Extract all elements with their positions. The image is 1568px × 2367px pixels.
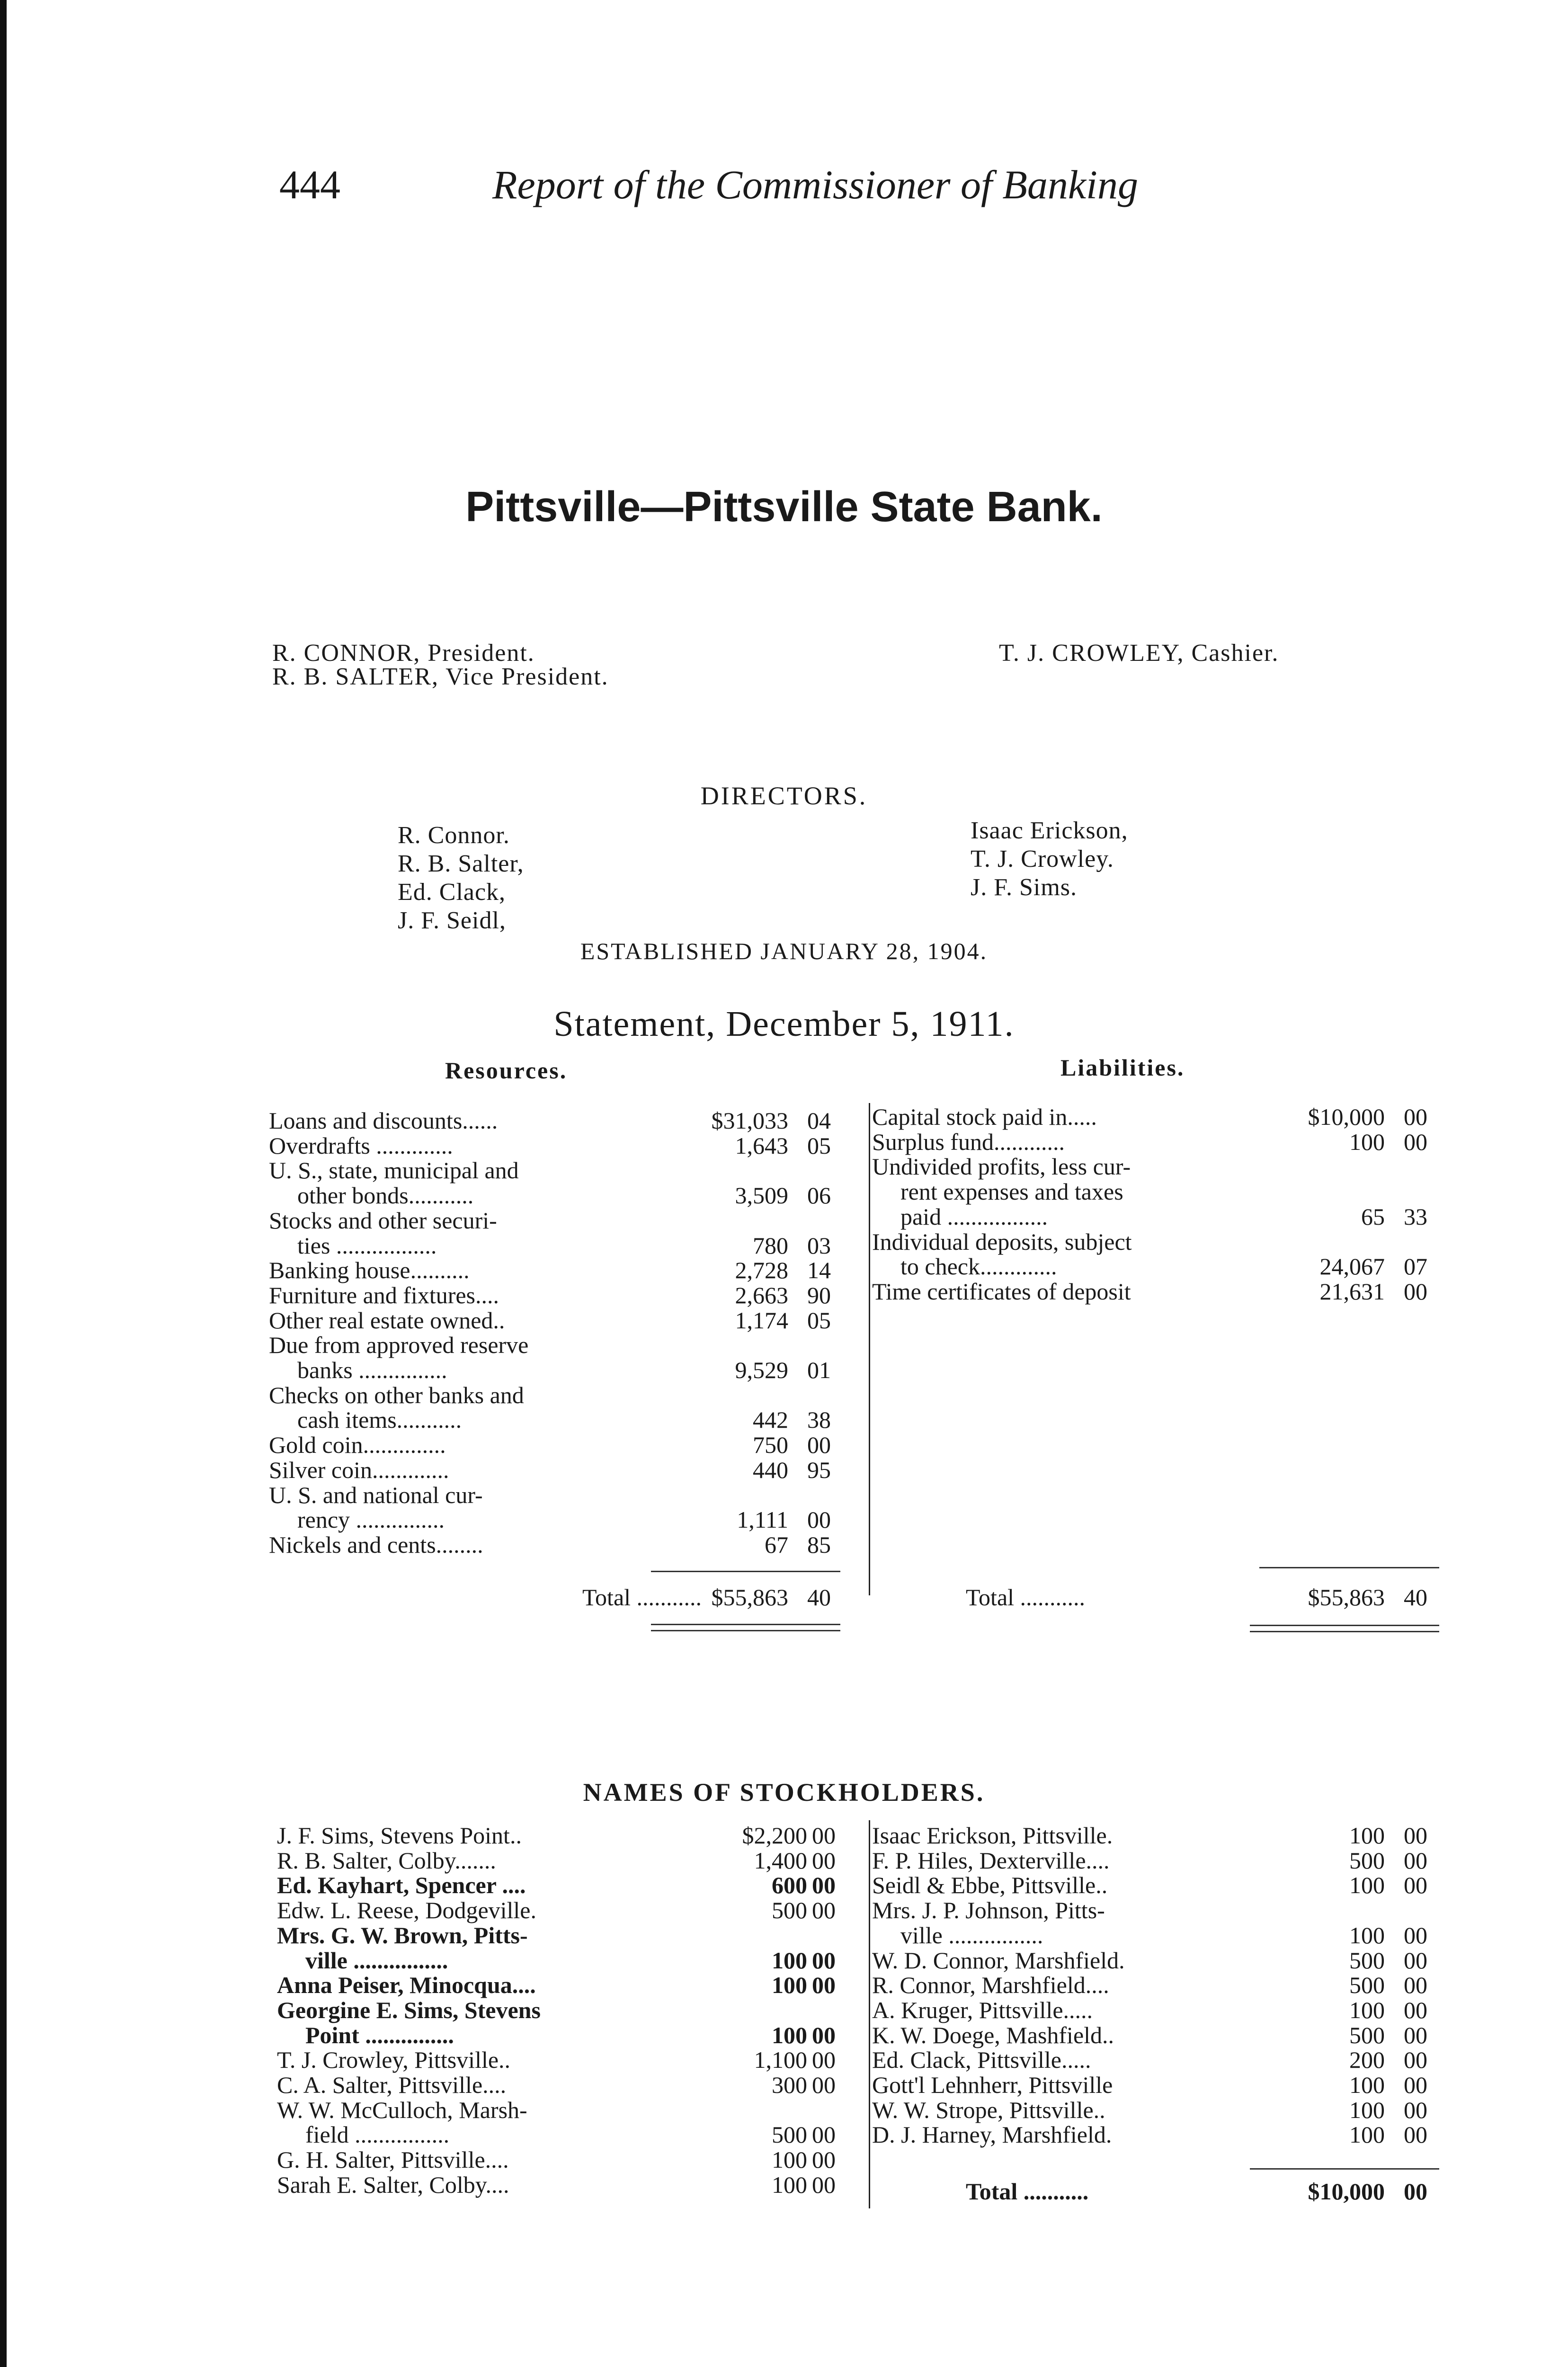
row-cents: 05 — [807, 1307, 831, 1334]
row-label: D. J. Harney, Marshfield. — [872, 2121, 1112, 2148]
row-cents: 00 — [812, 2146, 836, 2173]
row-cents: 00 — [812, 2047, 836, 2073]
row-dollars: $10,000 — [1308, 1103, 1385, 1130]
row-label: ville ................ — [900, 1922, 1043, 1949]
row-label: Georgine E. Sims, Stevens — [277, 1996, 541, 2023]
row-cents: 00 — [1404, 1947, 1427, 1974]
row-label: W. W. Strope, Pittsville.. — [872, 2096, 1105, 2123]
row-cents: 01 — [807, 1357, 831, 1383]
row-dollars: 9,529 — [735, 1357, 788, 1383]
row-label: Nickels and cents........ — [269, 1531, 483, 1558]
row-label: Mrs. J. P. Johnson, Pitts- — [872, 1897, 1105, 1924]
row-dollars: 1,100 — [754, 2047, 807, 2073]
row-label: Point ............... — [305, 2021, 454, 2048]
liabilities-total-label: Total ........... — [966, 1584, 1086, 1611]
row-label: W. D. Connor, Marshfield. — [872, 1947, 1125, 1974]
row-label: Banking house.......... — [269, 1257, 470, 1284]
liabilities-total-rule-double-b — [1250, 1631, 1439, 1632]
row-dollars: 3,509 — [735, 1182, 788, 1209]
row-cents: 00 — [812, 2072, 836, 2098]
row-label: field ................ — [305, 2121, 450, 2148]
officer-president: R. CONNOR, President. — [272, 640, 535, 667]
row-dollars: 300 — [772, 2072, 807, 2098]
row-dollars: 500 — [1349, 1947, 1385, 1974]
director-name: J. F. Seidl, — [398, 907, 506, 934]
row-cents: 07 — [1404, 1253, 1427, 1280]
row-label: Capital stock paid in..... — [872, 1103, 1097, 1130]
row-cents: 00 — [812, 1847, 836, 1874]
row-label: R. Connor, Marshfield.... — [872, 1972, 1109, 1999]
resources-total-rule-top — [651, 1571, 840, 1572]
director-name: Isaac Erickson, — [971, 817, 1128, 844]
stockholders-column-divider — [869, 1820, 870, 2208]
row-label: Individual deposits, subject — [872, 1228, 1132, 1255]
row-dollars: 100 — [1349, 1872, 1385, 1899]
row-label: Time certificates of deposit — [872, 1278, 1131, 1305]
row-cents: 00 — [812, 1972, 836, 1999]
row-label: Silver coin............. — [269, 1456, 449, 1483]
row-dollars: 21,631 — [1319, 1278, 1385, 1305]
officer-vice-president: R. B. SALTER, Vice President. — [272, 663, 609, 690]
row-label: Due from approved reserve — [269, 1332, 529, 1359]
row-label: Ed. Kayhart, Spencer .... — [277, 1872, 526, 1899]
row-label: T. J. Crowley, Pittsville.. — [277, 2047, 511, 2073]
row-dollars: 67 — [765, 1531, 788, 1558]
row-dollars: 100 — [1349, 1996, 1385, 2023]
row-cents: 00 — [1404, 2021, 1427, 2048]
resources-total-dollars: $55,863 — [711, 1584, 788, 1611]
director-name: J. F. Sims. — [971, 874, 1078, 901]
row-dollars: 1,400 — [754, 1847, 807, 1874]
row-dollars: 780 — [753, 1232, 788, 1259]
row-cents: 00 — [1404, 1922, 1427, 1949]
row-dollars: 1,174 — [735, 1307, 788, 1334]
row-label: Sarah E. Salter, Colby.... — [277, 2171, 509, 2198]
row-label: F. P. Hiles, Dexterville.... — [872, 1847, 1110, 1874]
row-label: Seidl & Ebbe, Pittsville.. — [872, 1872, 1108, 1899]
row-cents: 04 — [807, 1107, 831, 1134]
row-dollars: 2,728 — [735, 1257, 788, 1284]
row-dollars: 1,643 — [735, 1132, 788, 1159]
scan-edge-left — [0, 0, 7, 2367]
row-dollars: 100 — [772, 1972, 807, 1999]
row-dollars: 65 — [1361, 1203, 1385, 1230]
resources-total-rule-double-b — [651, 1630, 840, 1631]
directors-left-column — [398, 821, 524, 935]
established-date: ESTABLISHED JANUARY 28, 1904. — [580, 938, 988, 964]
row-dollars: 500 — [772, 2121, 807, 2148]
row-label: Furniture and fixtures.... — [269, 1281, 499, 1308]
row-dollars: 500 — [772, 1897, 807, 1924]
row-cents: 00 — [1404, 2121, 1427, 2148]
row-label: other bonds........... — [297, 1182, 474, 1209]
page-number: 444 — [279, 162, 340, 207]
row-cents: 95 — [807, 1456, 831, 1483]
row-label: paid ................. — [900, 1203, 1048, 1230]
row-label: ville ................ — [305, 1947, 448, 1974]
row-label: Gold coin.............. — [269, 1432, 446, 1459]
director-name: R. B. Salter, — [398, 850, 524, 877]
running-title: Report of the Commissioner of Banking — [492, 162, 1138, 207]
row-label: W. W. McCulloch, Marsh- — [277, 2096, 527, 2123]
row-cents: 00 — [807, 1432, 831, 1459]
stockholders-total-cents: 00 — [1404, 2178, 1427, 2205]
row-label: Gott'l Lehnherr, Pittsville — [872, 2072, 1113, 2098]
row-cents: 00 — [812, 1897, 836, 1924]
row-cents: 00 — [1404, 1822, 1427, 1849]
resources-total-label: Total ........... — [582, 1584, 702, 1611]
row-cents: 00 — [812, 1822, 836, 1849]
row-label: C. A. Salter, Pittsville.... — [277, 2072, 507, 2098]
row-dollars: 500 — [1349, 1847, 1385, 1874]
row-dollars: 24,067 — [1319, 1253, 1385, 1280]
row-cents: 00 — [807, 1506, 831, 1533]
statement-column-divider — [869, 1103, 870, 1595]
row-cents: 00 — [1404, 2072, 1427, 2098]
row-cents: 00 — [812, 2171, 836, 2198]
statement-title: Statement, December 5, 1911. — [553, 1004, 1015, 1044]
row-cents: 00 — [1404, 1972, 1427, 1999]
row-label: Mrs. G. W. Brown, Pitts- — [277, 1922, 528, 1949]
row-dollars: 500 — [1349, 2021, 1385, 2048]
row-cents: 00 — [1404, 1278, 1427, 1305]
row-cents: 90 — [807, 1281, 831, 1308]
row-label: Other real estate owned.. — [269, 1307, 505, 1334]
row-dollars: 100 — [1349, 2121, 1385, 2148]
liabilities-total-rule-double-a — [1250, 1625, 1439, 1626]
row-dollars: 440 — [753, 1456, 788, 1483]
row-label: K. W. Doege, Mashfield.. — [872, 2021, 1114, 2048]
director-name: R. Connor. — [398, 822, 510, 849]
row-dollars: 100 — [772, 1947, 807, 1974]
row-label: R. B. Salter, Colby....... — [277, 1847, 496, 1874]
stockholders-total-rule — [1250, 2168, 1439, 2170]
row-label: ties ................. — [297, 1232, 437, 1259]
row-dollars: 442 — [753, 1406, 788, 1433]
row-dollars: 100 — [1349, 2096, 1385, 2123]
row-label: Ed. Clack, Pittsville..... — [872, 2047, 1091, 2073]
row-label: Checks on other banks and — [269, 1381, 524, 1408]
row-label: Edw. L. Reese, Dodgeville. — [277, 1897, 536, 1924]
row-dollars: 100 — [1349, 1922, 1385, 1949]
row-cents: 00 — [1404, 1872, 1427, 1899]
liabilities-total-rule-top — [1259, 1567, 1439, 1568]
stockholders-heading: NAMES OF STOCKHOLDERS. — [583, 1778, 985, 1806]
row-label: Loans and discounts...... — [269, 1107, 498, 1134]
row-cents: 33 — [1404, 1203, 1427, 1230]
row-dollars: 200 — [1349, 2047, 1385, 2073]
director-name: T. J. Crowley. — [971, 845, 1114, 872]
stockholders-total-label: Total ........... — [966, 2178, 1089, 2205]
row-cents: 38 — [807, 1406, 831, 1433]
row-cents: 03 — [807, 1232, 831, 1259]
row-cents: 00 — [812, 1947, 836, 1974]
row-cents: 05 — [807, 1132, 831, 1159]
row-cents: 00 — [1404, 2047, 1427, 2073]
row-cents: 14 — [807, 1257, 831, 1284]
row-dollars: 500 — [1349, 1972, 1385, 1999]
row-cents: 06 — [807, 1182, 831, 1209]
row-cents: 00 — [812, 1872, 836, 1899]
row-dollars: 2,663 — [735, 1281, 788, 1308]
row-cents: 00 — [1404, 1847, 1427, 1874]
row-label: to check............. — [900, 1253, 1057, 1280]
row-label: A. Kruger, Pittsville..... — [872, 1996, 1093, 2023]
row-label: J. F. Sims, Stevens Point.. — [277, 1822, 522, 1849]
row-cents: 00 — [1404, 1996, 1427, 2023]
row-cents: 00 — [1404, 1128, 1427, 1155]
row-cents: 00 — [812, 2021, 836, 2048]
row-dollars: 750 — [753, 1432, 788, 1459]
row-label: U. S., state, municipal and — [269, 1157, 519, 1184]
row-label: G. H. Salter, Pittsville.... — [277, 2146, 509, 2173]
row-cents: 85 — [807, 1531, 831, 1558]
row-dollars: 100 — [1349, 2072, 1385, 2098]
row-label: cash items........... — [297, 1406, 462, 1433]
row-dollars: $31,033 — [711, 1107, 788, 1134]
directors-heading: DIRECTORS. — [700, 782, 868, 810]
row-dollars: 600 — [772, 1872, 807, 1899]
row-label: U. S. and national cur- — [269, 1481, 483, 1508]
row-cents: 00 — [1404, 1103, 1427, 1130]
row-dollars: 100 — [772, 2146, 807, 2173]
row-label: Surplus fund............ — [872, 1128, 1065, 1155]
row-cents: 00 — [1404, 2096, 1427, 2123]
row-dollars: 100 — [772, 2171, 807, 2198]
liabilities-heading: Liabilities. — [1060, 1054, 1185, 1081]
row-label: rency ............... — [297, 1506, 445, 1533]
row-cents: 00 — [812, 2121, 836, 2148]
row-dollars: 100 — [1349, 1822, 1385, 1849]
row-dollars: 100 — [1349, 1128, 1385, 1155]
liabilities-total-dollars: $55,863 — [1308, 1584, 1385, 1611]
directors-right-column — [971, 817, 1128, 902]
row-label: rent expenses and taxes — [900, 1178, 1123, 1205]
row-label: banks ............... — [297, 1357, 447, 1383]
row-dollars: 100 — [772, 2021, 807, 2048]
liabilities-total-cents: 40 — [1404, 1584, 1427, 1611]
row-dollars: 1,111 — [737, 1506, 788, 1533]
resources-heading: Resources. — [445, 1057, 568, 1084]
row-label: Stocks and other securi- — [269, 1207, 497, 1234]
resources-total-cents: 40 — [807, 1584, 831, 1611]
officer-cashier: T. J. CROWLEY, Cashier. — [999, 640, 1279, 667]
resources-total-rule-double-a — [651, 1624, 840, 1625]
row-dollars: $2,200 — [742, 1822, 807, 1849]
row-label: Anna Peiser, Minocqua.... — [277, 1972, 536, 1999]
director-name: Ed. Clack, — [398, 879, 506, 906]
row-label: Overdrafts ............. — [269, 1132, 453, 1159]
row-label: Isaac Erickson, Pittsville. — [872, 1822, 1113, 1849]
stockholders-total-dollars: $10,000 — [1308, 2178, 1385, 2205]
row-label: Undivided profits, less cur- — [872, 1153, 1131, 1180]
bank-title: Pittsville—Pittsville State Bank. — [465, 483, 1103, 531]
